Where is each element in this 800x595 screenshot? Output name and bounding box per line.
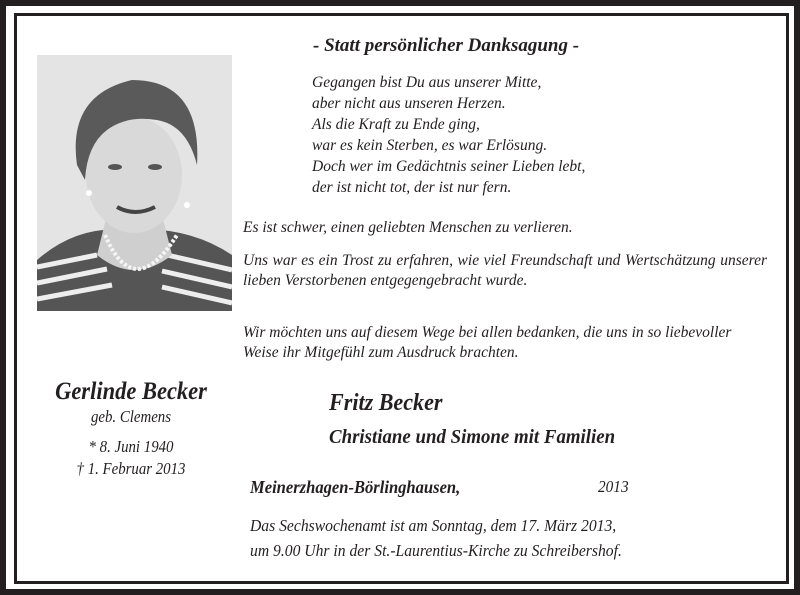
- maiden-name: geb. Clemens: [90, 407, 172, 426]
- poem-line: Doch wer im Gedächtnis seiner Lieben lebt,: [312, 158, 586, 175]
- notice-year: 2013: [598, 477, 629, 496]
- mourner-secondary: Christiane und Simone mit Familien: [329, 426, 616, 448]
- birth-date: * 8. Juni 1940: [88, 437, 174, 456]
- place-name: Meinerzhagen-Börlinghausen,: [250, 477, 461, 497]
- poem-line: aber nicht aus unseren Herzen.: [312, 95, 506, 112]
- paragraph-comfort: Uns war es ein Trost zu erfahren, wie viel Freundschaft und Wertschätzung unserer lieben Verstorbenen entgegengebracht wurde.: [243, 252, 767, 289]
- poem-line: war es kein Sterben, es war Erlösung.: [312, 137, 548, 154]
- poem-line: Als die Kraft zu Ende ging,: [312, 116, 480, 133]
- paragraph-loss: Es ist schwer, einen geliebten Menschen zu verlieren.: [243, 219, 573, 236]
- death-date: † 1. Februar 2013: [76, 459, 186, 478]
- portrait-photo: [37, 55, 232, 311]
- poem-line: Gegangen bist Du aus unserer Mitte,: [312, 74, 542, 91]
- deceased-name: Gerlinde Becker: [55, 378, 207, 405]
- poem-line: der ist nicht tot, der ist nur fern.: [312, 179, 512, 196]
- memorial-service-info: [250, 513, 622, 563]
- service-line: Das Sechswochenamt ist am Sonntag, dem 17. März 2013,: [250, 516, 617, 535]
- mourner-primary: Fritz Becker: [329, 390, 443, 416]
- portrait-illustration: [37, 55, 232, 311]
- poem: [312, 72, 585, 198]
- deceased-info: [20, 378, 242, 480]
- paragraph-thanks: Wir möchten uns auf diesem Wege bei allen bedanken, die uns in so liebevoller Weise ihr Mitgefühl zum Ausdruck brachten.: [243, 324, 732, 361]
- service-line: um 9.00 Uhr in der St.-Laurentius-Kirche zu Schreibershof.: [250, 541, 622, 560]
- notice-heading: - Statt persönlicher Danksagung -: [313, 35, 580, 56]
